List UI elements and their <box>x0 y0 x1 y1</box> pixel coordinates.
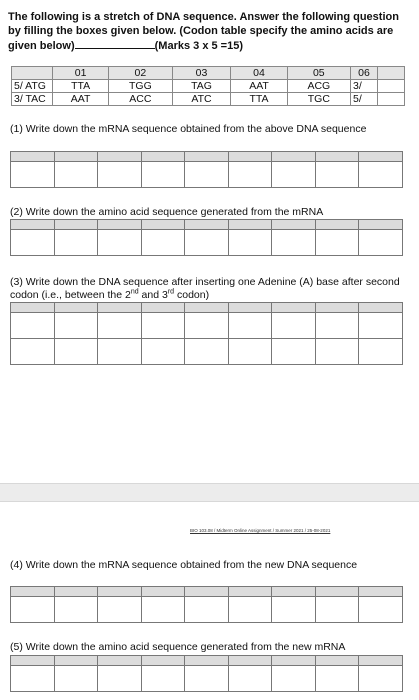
answer-box[interactable] <box>54 666 98 692</box>
answer-box <box>98 220 142 230</box>
answer-box[interactable] <box>185 339 229 365</box>
answer-row <box>11 313 403 339</box>
answer-box <box>228 152 272 162</box>
answer-box[interactable] <box>359 666 403 692</box>
codon-cell: ACG <box>287 80 350 93</box>
answer-grid-3 <box>10 302 403 365</box>
answer-box[interactable] <box>141 666 185 692</box>
answer-box[interactable] <box>359 313 403 339</box>
answer-box[interactable] <box>98 230 142 256</box>
answer-box[interactable] <box>98 339 142 365</box>
codon-number: 03 <box>172 67 231 80</box>
answer-box <box>272 152 316 162</box>
answer-header-row <box>11 152 403 162</box>
blank-cell <box>378 93 405 106</box>
answer-box <box>185 303 229 313</box>
codon-cell: AAT <box>53 93 109 106</box>
answer-blank <box>75 38 155 49</box>
answer-box[interactable] <box>11 162 55 188</box>
answer-box[interactable] <box>11 666 55 692</box>
codon-number: 05 <box>287 67 350 80</box>
strand-end-label: 5/ <box>351 93 378 106</box>
answer-box <box>359 152 403 162</box>
answer-box <box>98 303 142 313</box>
strand-end-label: 3/ TAC <box>12 93 53 106</box>
answer-box[interactable] <box>54 313 98 339</box>
answer-box[interactable] <box>54 597 98 623</box>
answer-box[interactable] <box>272 666 316 692</box>
answer-box[interactable] <box>228 339 272 365</box>
answer-box[interactable] <box>272 313 316 339</box>
answer-box[interactable] <box>54 339 98 365</box>
answer-box[interactable] <box>141 162 185 188</box>
answer-grid-4 <box>10 586 403 623</box>
codon-number: 01 <box>53 67 109 80</box>
blank-cell <box>12 67 53 80</box>
answer-box[interactable] <box>185 666 229 692</box>
answer-box <box>185 152 229 162</box>
page-footer: BIO 103.08 / Midterm Online Assignment / Summer 2021 / 25-08-2021 <box>190 528 331 533</box>
answer-box[interactable] <box>54 230 98 256</box>
question-5: (5) Write down the amino acid sequence generated from the new mRNA <box>10 641 346 653</box>
answer-box <box>98 152 142 162</box>
answer-box <box>141 152 185 162</box>
answer-box[interactable] <box>315 339 359 365</box>
strand-end-label: 5/ ATG <box>12 80 53 93</box>
codon-cell: TGC <box>287 93 350 106</box>
answer-box <box>54 587 98 597</box>
answer-box[interactable] <box>228 162 272 188</box>
codon-cell: TTA <box>53 80 109 93</box>
codon-number-row <box>12 67 405 80</box>
answer-box[interactable] <box>11 339 55 365</box>
codon-number: 02 <box>109 67 172 80</box>
answer-box[interactable] <box>11 313 55 339</box>
answer-box[interactable] <box>359 339 403 365</box>
answer-grid-2 <box>10 219 403 256</box>
answer-box[interactable] <box>185 230 229 256</box>
answer-box[interactable] <box>98 597 142 623</box>
answer-box <box>141 587 185 597</box>
answer-box[interactable] <box>359 597 403 623</box>
answer-box[interactable] <box>359 230 403 256</box>
answer-box <box>315 587 359 597</box>
codon-number: 06 <box>351 67 378 80</box>
codon-cell: ATC <box>172 93 231 106</box>
answer-box <box>11 656 55 666</box>
answer-box <box>228 587 272 597</box>
answer-box[interactable] <box>54 162 98 188</box>
answer-grid-1 <box>10 151 403 188</box>
strand-end-label: 3/ <box>351 80 378 93</box>
answer-box <box>315 656 359 666</box>
answer-row <box>11 339 403 365</box>
answer-box[interactable] <box>141 339 185 365</box>
answer-box[interactable] <box>98 313 142 339</box>
answer-box[interactable] <box>315 230 359 256</box>
answer-box <box>141 303 185 313</box>
instructions <box>8 10 413 53</box>
answer-box[interactable] <box>141 230 185 256</box>
answer-box[interactable] <box>11 597 55 623</box>
answer-row <box>11 162 403 188</box>
instructions-text: The following is a stretch of DNA sequence. Answer the following question by filling the boxes given below. (Codon table specify the amino acids are given below) <box>8 11 399 52</box>
marks-text: (Marks 3 x 5 =15) <box>154 40 243 52</box>
answer-box <box>98 587 142 597</box>
answer-box[interactable] <box>272 162 316 188</box>
answer-box <box>54 152 98 162</box>
answer-header-row <box>11 587 403 597</box>
answer-box[interactable] <box>315 313 359 339</box>
answer-box <box>315 220 359 230</box>
answer-header-row <box>11 656 403 666</box>
answer-box <box>359 220 403 230</box>
question-2: (2) Write down the amino acid sequence generated from the mRNA <box>10 206 324 218</box>
codon-cell: TAG <box>172 80 231 93</box>
answer-box[interactable] <box>228 597 272 623</box>
answer-box[interactable] <box>272 230 316 256</box>
template-strand-row <box>12 93 405 106</box>
blank-cell <box>378 67 405 80</box>
answer-box <box>54 220 98 230</box>
answer-box <box>359 587 403 597</box>
answer-box <box>141 220 185 230</box>
codon-cell: TTA <box>231 93 287 106</box>
answer-box[interactable] <box>228 230 272 256</box>
codon-number: 04 <box>231 67 287 80</box>
answer-box <box>228 656 272 666</box>
answer-box <box>272 220 316 230</box>
answer-box <box>185 656 229 666</box>
question-1: (1) Write down the mRNA sequence obtained from the above DNA sequence <box>10 123 367 135</box>
answer-box <box>359 303 403 313</box>
answer-box <box>315 303 359 313</box>
answer-box[interactable] <box>272 597 316 623</box>
codon-cell: TGG <box>109 80 172 93</box>
answer-box <box>272 303 316 313</box>
answer-box[interactable] <box>228 313 272 339</box>
answer-header-row <box>11 220 403 230</box>
answer-row <box>11 230 403 256</box>
answer-box[interactable] <box>185 162 229 188</box>
answer-header-row <box>11 303 403 313</box>
page-break <box>0 483 419 502</box>
answer-box <box>185 587 229 597</box>
dna-sequence-table <box>11 66 405 106</box>
answer-box[interactable] <box>315 597 359 623</box>
answer-box <box>98 656 142 666</box>
answer-box[interactable] <box>98 666 142 692</box>
answer-row <box>11 666 403 692</box>
answer-box <box>272 587 316 597</box>
answer-box <box>11 303 55 313</box>
answer-box <box>359 656 403 666</box>
answer-box <box>54 303 98 313</box>
answer-box <box>272 656 316 666</box>
coding-strand-row <box>12 80 405 93</box>
answer-box[interactable] <box>359 162 403 188</box>
answer-box <box>228 220 272 230</box>
answer-box[interactable] <box>185 597 229 623</box>
answer-box <box>141 656 185 666</box>
answer-box[interactable] <box>315 666 359 692</box>
answer-box <box>228 303 272 313</box>
answer-box[interactable] <box>98 162 142 188</box>
question-4: (4) Write down the mRNA sequence obtained from the new DNA sequence <box>10 559 358 571</box>
answer-row <box>11 597 403 623</box>
answer-box[interactable] <box>315 162 359 188</box>
answer-grid-5 <box>10 655 403 692</box>
codon-cell: AAT <box>231 80 287 93</box>
answer-box[interactable] <box>228 666 272 692</box>
codon-cell: ACC <box>109 93 172 106</box>
answer-box <box>315 152 359 162</box>
answer-box[interactable] <box>185 313 229 339</box>
question-3: (3) Write down the DNA sequence after inserting one Adenine (A) base after second codon (i.e., between the 2nd and 3rd codon) <box>10 276 400 301</box>
answer-box[interactable] <box>272 339 316 365</box>
answer-box <box>11 587 55 597</box>
answer-box <box>54 656 98 666</box>
answer-box[interactable] <box>141 313 185 339</box>
answer-box <box>185 220 229 230</box>
answer-box[interactable] <box>141 597 185 623</box>
answer-box <box>11 220 55 230</box>
answer-box[interactable] <box>11 230 55 256</box>
blank-cell <box>378 80 405 93</box>
answer-box <box>11 152 55 162</box>
